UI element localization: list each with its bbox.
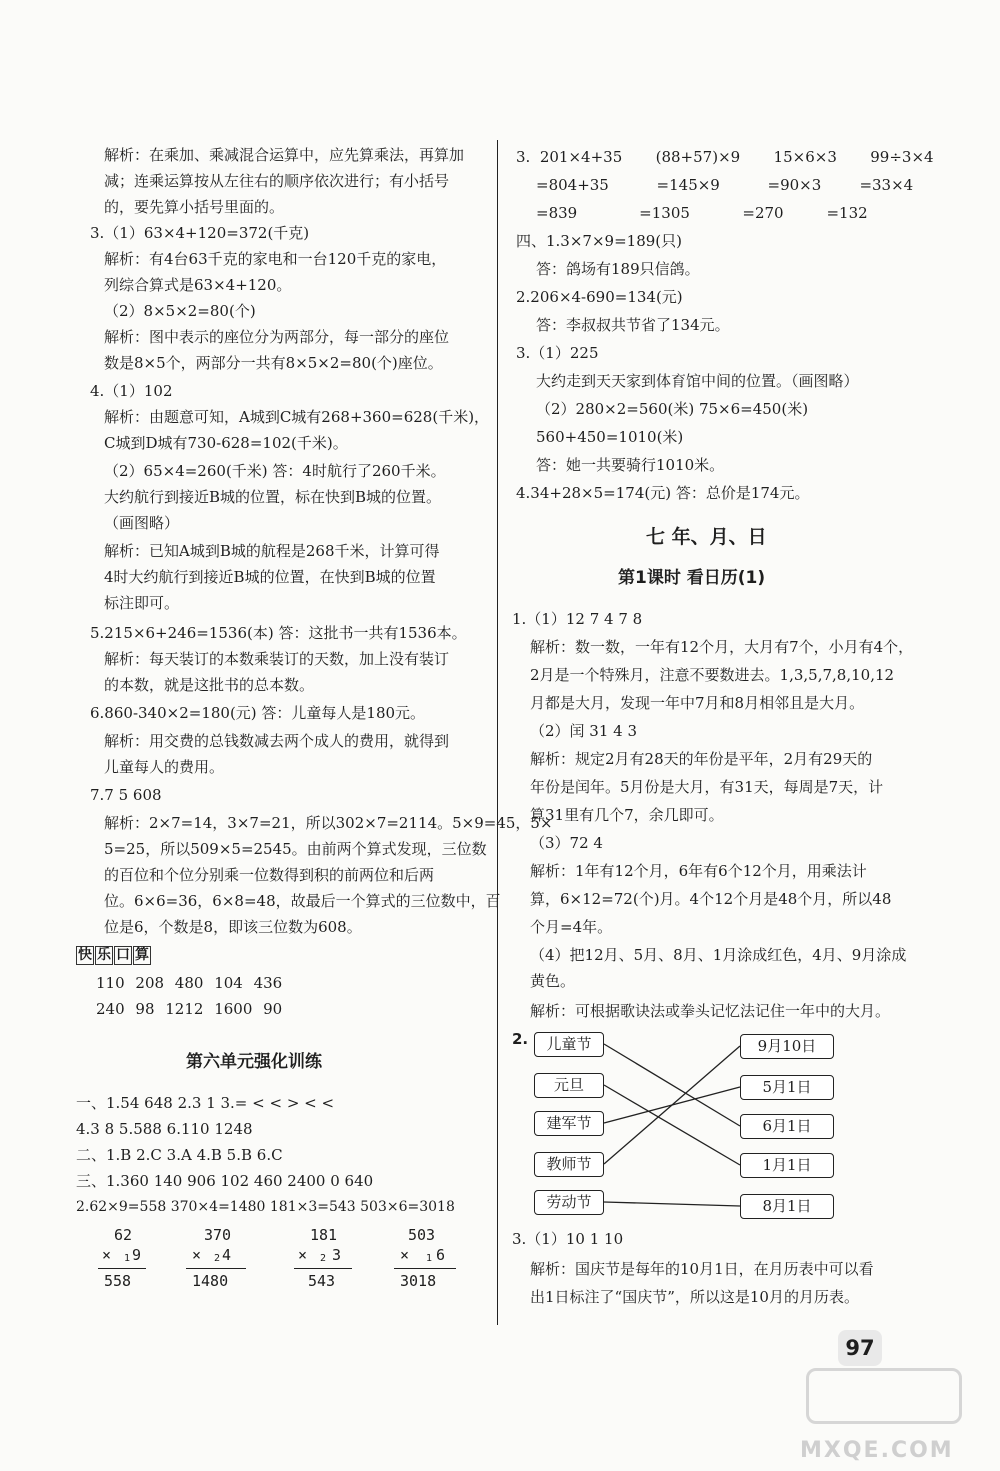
multiplier: 9 — [132, 1246, 142, 1264]
analysis-line: 5=25，所以509×5=2545。由前两个算式发现，三位数 — [104, 840, 487, 858]
date-box: 8月1日 — [740, 1194, 834, 1219]
times-sign: × — [102, 1246, 112, 1264]
holiday-box: 儿童节 — [534, 1032, 604, 1057]
multiplicand: 181 — [310, 1226, 338, 1244]
answer-line: 6.860-340×2=180(元) 答：儿童每人是180元。 — [90, 704, 426, 722]
analysis-line: 解析：图中表示的座位分为两部分，每一部分的座位 — [104, 328, 450, 346]
multiplier: 3 — [332, 1246, 342, 1264]
answer-line: （2）280×2=560(米) 75×6=450(米) — [536, 400, 809, 418]
watermark-logo — [806, 1368, 962, 1431]
heading-char: 快 — [78, 947, 92, 963]
date-box: 1月1日 — [740, 1153, 834, 1178]
analysis-line: C城到D城有730-628=102(千米)。 — [104, 434, 348, 452]
answer-line: （画图略） — [104, 514, 180, 532]
answer-line: （2）闰 31 4 3 — [530, 722, 638, 740]
date-box: 9月10日 — [740, 1034, 834, 1059]
analysis-line: 解析：在乘加、乘减混合运算中，应先算乘法，再算加 — [104, 146, 465, 164]
oral-calc-row: 110 208 480 104 436 — [96, 974, 283, 992]
analysis-line: 解析：有4台63千克的家电和一台120千克的家电， — [104, 250, 447, 268]
multiplier: 6 — [436, 1246, 446, 1264]
page-number: 97 — [838, 1330, 882, 1366]
analysis-line: 的本数，就是这批书的总本数。 — [104, 676, 315, 694]
question-number: 2. — [512, 1030, 529, 1048]
calc-row: 3. 201×4+35 (88+57)×9 15×6×3 99÷3×4 — [516, 148, 934, 166]
analysis-line: 位是6，个数是8，即该三位数为608。 — [104, 918, 362, 936]
multiplicand: 503 — [408, 1226, 436, 1244]
answer-line: （3）72 4 — [530, 834, 603, 852]
answer-line: 1.（1）12 7 4 7 8 — [512, 610, 643, 628]
date-box: 6月1日 — [740, 1114, 834, 1139]
oral-calc-row: 240 98 1212 1600 90 — [96, 1000, 283, 1018]
holiday-box: 教师节 — [534, 1152, 604, 1177]
answer-line: 答：鸽场有189只信鸽。 — [536, 260, 700, 278]
carry: 1 — [426, 1253, 433, 1264]
answer-line: 四、1.3×7×9=189(只) — [516, 232, 682, 250]
lesson-title: 第1课时 看日历(1) — [618, 568, 766, 588]
multiplier: 4 — [222, 1246, 232, 1264]
analysis-line: 标注即可。 — [104, 594, 180, 612]
heading-char: 口 — [116, 947, 130, 963]
chapter-title: 七 年、月、日 — [646, 526, 767, 548]
analysis-line: 减；连乘运算按从左往右的顺序依次进行；有小括号 — [104, 172, 450, 190]
analysis-line: 数是8×5个，两部分一共有8×5×2=80(个)座位。 — [104, 354, 443, 372]
product: 558 — [104, 1272, 132, 1290]
analysis-line: 解析：规定2月有28天的年份是平年，2月有29天的 — [530, 750, 873, 768]
times-sign: × — [298, 1246, 308, 1264]
holiday-box: 劳动节 — [534, 1190, 604, 1215]
heading-char: 算 — [135, 947, 149, 963]
answer-line: 大约航行到接近B城的位置，标在快到B城的位置。 — [104, 488, 442, 506]
times-sign: × — [192, 1246, 202, 1264]
answer-line: 黄色。 — [530, 972, 576, 990]
analysis-line: 的，要先算小括号里面的。 — [104, 198, 285, 216]
analysis-line: 4时大约航行到接近B城的位置，在快到B城的位置 — [104, 568, 436, 586]
carry: 2 — [320, 1253, 327, 1264]
answer-line: 7.7 5 608 — [90, 786, 162, 804]
analysis-line: 儿童每人的费用。 — [104, 758, 225, 776]
analysis-line: 解析：1年有12个月，6年有6个12个月，用乘法计 — [530, 862, 867, 880]
analysis-line: 解析：国庆节是每年的10月1日，在月历表中可以看 — [530, 1260, 874, 1278]
analysis-line: 2月是一个特殊月，注意不要数进去。1,3,5,7,8,10,12 — [530, 666, 895, 684]
answer-line: 560+450=1010(米) — [536, 428, 684, 446]
analysis-line: 的百位和个位分别乘一位数得到积的前两位和后两 — [104, 866, 435, 884]
multiplicand: 370 — [204, 1226, 232, 1244]
answer-line: （2）8×5×2=80(个) — [104, 302, 256, 320]
answer-line: 4.34+28×5=174(元) 答：总价是174元。 — [516, 484, 810, 502]
analysis-line: 算31里有几个7，余几即可。 — [530, 806, 724, 824]
analysis-line: 出1日标注了“国庆节”，所以这是10月的月历表。 — [530, 1288, 859, 1306]
analysis-line: 年份是闰年。5月份是大月，有31天，每周是7天，计 — [530, 778, 884, 796]
calc-row: =804+35 =145×9 =90×3 =33×4 — [536, 176, 914, 194]
multiplicand: 62 — [114, 1226, 133, 1244]
answer-line: 大约走到天天家到体育馆中间的位置。（画图略） — [536, 372, 859, 390]
holiday-box: 建军节 — [534, 1111, 604, 1136]
heading-char: 乐 — [97, 947, 111, 963]
answer-line: 4.（1）102 — [90, 382, 173, 400]
answer-line: 一、1.54 648 2.3 1 3.= < < > < < — [76, 1094, 335, 1112]
answer-line: 3.（1）10 1 10 — [512, 1230, 624, 1248]
answer-line: 2.206×4-690=134(元) — [516, 288, 683, 306]
answer-line: 三、1.360 140 906 102 460 2400 0 640 — [76, 1172, 374, 1190]
product: 3018 — [400, 1272, 437, 1290]
calc-row: =839 =1305 =270 =132 — [536, 204, 868, 222]
product: 543 — [308, 1272, 336, 1290]
analysis-line: 解析：数一数，一年有12个月，大月有7个，小月有4个， — [530, 638, 914, 656]
answer-line: 5.215×6+246=1536(本) 答：这批书一共有1536本。 — [90, 624, 467, 642]
analysis-line: 位。6×6=36，6×8=48，故最后一个算式的三位数中，百 — [104, 892, 501, 910]
answer-line: 3.（1）63×4+120=372(千克) — [90, 224, 310, 242]
analysis-line: 算，6×12=72(个)月。4个12个月是48个月，所以48 — [530, 890, 892, 908]
analysis-line: 解析：可根据歌诀法或拳头记忆法记住一年中的大月。 — [530, 1002, 891, 1020]
analysis-line: 解析：2×7=14，3×7=21，所以302×7=2114。5×9=45，5× — [104, 814, 553, 832]
times-sign: × — [400, 1246, 410, 1264]
carry: 2 — [214, 1253, 221, 1264]
analysis-line: 列综合算式是63×4+120。 — [104, 276, 292, 294]
analysis-line: 解析：由题意可知，A城到C城有268+360=628(千米)， — [104, 408, 490, 426]
answer-line: 答：李叔叔共节省了134元。 — [536, 316, 730, 334]
answer-line: （4）把12月、5月、8月、1月涂成红色，4月、9月涂成 — [530, 946, 907, 964]
analysis-line: 解析：用交费的总钱数减去两个成人的费用，就得到 — [104, 732, 450, 750]
answer-line: 答：她一共要骑行1010米。 — [536, 456, 725, 474]
answer-line: 2.62×9=558 370×4=1480 181×3=543 503×6=3018 — [76, 1199, 455, 1215]
carry: 1 — [124, 1253, 131, 1264]
unit-title: 第六单元强化训练 — [186, 1052, 322, 1072]
analysis-line: 解析：每天装订的本数乘装订的天数，加上没有装订 — [104, 650, 450, 668]
analysis-line: 月都是大月，发现一年中7月和8月相邻且是大月。 — [530, 694, 865, 712]
analysis-line: 解析：已知A城到B城的航程是268千米，计算可得 — [104, 542, 440, 560]
answer-line: （2）65×4=260(千米) 答：4时航行了260千米。 — [104, 462, 446, 480]
date-box: 5月1日 — [740, 1075, 834, 1100]
product: 1480 — [192, 1272, 229, 1290]
watermark-text: MXQE.COM — [800, 1438, 954, 1463]
answer-line: 3.（1）225 — [516, 344, 599, 362]
holiday-box: 元旦 — [534, 1073, 604, 1098]
answer-line: 二、1.B 2.C 3.A 4.B 5.B 6.C — [76, 1146, 283, 1164]
analysis-line: 个月=4年。 — [530, 918, 613, 936]
answer-line: 4.3 8 5.588 6.110 1248 — [76, 1120, 253, 1138]
